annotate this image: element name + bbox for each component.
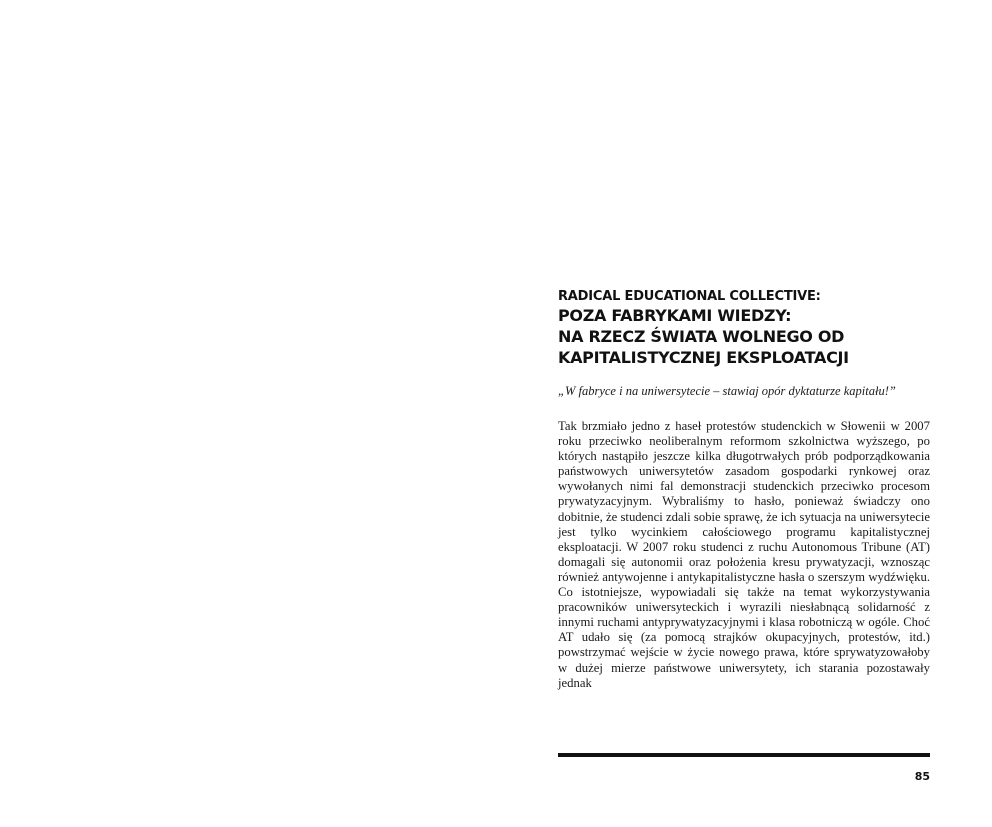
footer-rule	[558, 753, 930, 757]
right-page	[496, 0, 992, 827]
title-line-1: POZA FABRYKAMI WIEDZY:	[558, 306, 792, 325]
epigraph-quote: „W fabryce i na uniwersytecie – stawiaj opór dyktaturze kapitału!”	[558, 384, 896, 398]
article-title	[558, 305, 930, 368]
title-line-3: KAPITALISTYCZNEJ EKSPLOATACJI	[558, 348, 849, 367]
title-line-2: NA RZECZ ŚWIATA WOLNEGO OD	[558, 327, 845, 346]
article	[558, 288, 930, 691]
body-paragraph: Tak brzmiało jedno z haseł protestów studenckich w Słowenii w 2007 roku przeciwko neoliberalnym reformom szkolnictwa wyższego, po których nastąpiło jeszcze kilka długotrwałych prób podporządkowania państwowych uniwersytetów zasadom gospodarki rynkowej oraz wywołanych nimi fal demonstracji studenckich przeciwko procesom prywatyzacyjnym. Wybraliśmy to hasło, ponieważ świadczy ono dobitnie, że studenci zdali sobie sprawę, że ich sytuacja na uniwersytecie jest tylko wycinkiem całościowego programu kapitalistycznej eksploatacji. W 2007 roku studenci z ruchu Autonomous Tribune (AT) domagali się autonomii oraz położenia kresu prywatyzacji, wznosząc również antywojenne i antykapitalistyczne hasła o szerszym wydźwięku. Co istotniejsze, wypowiadali się także na temat wykorzystywania pracowników uniwersyteckich i wyrazili niesłabnącą solidarność z innymi ruchami antyprywatyzacyjnymi i klasa robotniczą w ogóle. Choć AT udało się (za pomocą strajków okupacyjnych, protestów, itd.) powstrzymać wejście w życie nowego prawa, które sprywatyzowałoby w dużej mierze państwowe uniwersytety, ich starania pozostawały jednak	[558, 419, 930, 690]
article-kicker: RADICAL EDUCATIONAL COLLECTIVE:	[558, 289, 821, 304]
page-number: 85	[914, 770, 930, 783]
